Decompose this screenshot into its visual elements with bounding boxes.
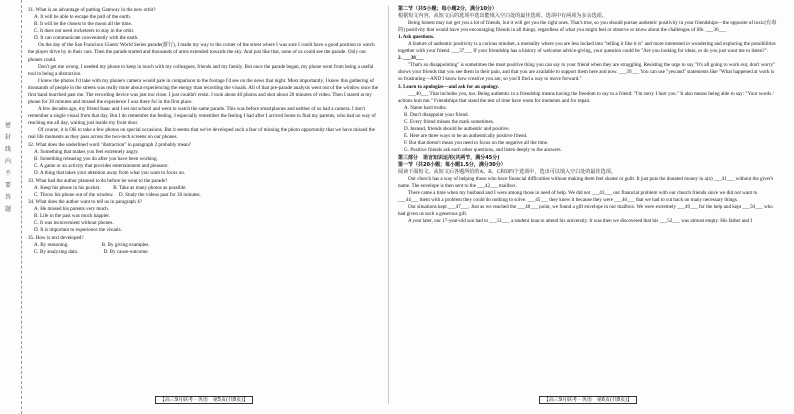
seven-choose-five-option: F. But that doesn't mean you need to focus on the negative all the time. <box>404 139 549 146</box>
page-6 <box>398 6 778 404</box>
question-option: C. It was inconvenient without phones. <box>34 220 114 227</box>
question-option: B. Life in the past was much happier. <box>34 213 110 220</box>
question-31-stem: 31. What is an advantage of putting Gateway in the new orbit? <box>28 6 156 13</box>
question-35-stem: 35. How is text developed? <box>28 235 84 242</box>
question-34-stem: 34. What does the author want to tell us in paragraph 4? <box>28 199 142 206</box>
passage-paragraph: A feature of authentic positivity is a curious mindset, a mentality where you are less locked into "telling it like it is" and more interested in wondering and exploring the possibilities together with your friend. ___37___ If your friendship has a history of welcome advice-giving, your question could be "Are you looking for ideas, or do you just want me to listen?". <box>398 41 776 55</box>
question-option: C. By analyzing data. D. By cause-outcome. <box>34 249 149 256</box>
passage-paragraph: I knew the photos I'd take with my phone's camera would pale in comparison to the footage I'd see on the news that night. Most importantly, I knew this gathering of thousands of people in the streets was really more about experiencing the energy than recording the visuals. All of that pre-parade analysis went out of the window once the first band marched past me. The recording device was just too close. I just couldn't resist. I took about 40 photos and shot about 20 minutes of video. Then I stared at my phone for 30 minutes and missed the experience I was there for in the first place. <box>28 77 378 105</box>
cloze-paragraph: A year later, our 17-year-old son had to ___51___ a student loan to attend his university. It was then we discovered that his ___52___ was almost empty. His father and I <box>408 218 753 224</box>
question-option: D. It is important to experience the visuals. <box>34 227 122 234</box>
binding-notice: 密封线内不要答题 <box>5 122 12 213</box>
section-instructions: 根据短文内容，从短文后的选项中选出能填入空白处的最佳选项。选项中有两项为多余选项。 <box>398 13 607 20</box>
question-31-option: C. It does not need rocketeers to stay in the orbit. <box>34 27 135 34</box>
seven-choose-five-option: A. Name hard truths. <box>404 104 447 111</box>
page-footer-label: 【高三9月联考 · 英语 第5页(共8页)】 <box>155 396 253 404</box>
passage-paragraph: "That's so disappointing" is sometimes the most positive thing you can say to your friend when they are struggling. Resisting the urge to say "It's all going to work out, don't worry" shows your friends that you see them in their pain, and that you are available to support them here and now. ___39___ You can use "yes/and" statements like "What happened at work is so frustrating—AND I know how creative you are, so you'll find a way to move forward." <box>398 62 776 83</box>
seven-choose-five-option: E. Here are three ways to be an authentically positive friend. <box>404 132 528 139</box>
part3-title: 第三部分 语言知识运用(共两节，满分45分) <box>398 154 500 161</box>
page-divider <box>388 6 389 404</box>
question-option: A. By reasoning. B. By giving examples. <box>34 242 150 249</box>
passage-paragraph: Being honest may not get you a lot of friends, but it will get you the right ones. That's true, so you should pursue authentic positivity in your friendships—the opposite of toxic(有毒的) positivity that would have you encouraging friends in all things, regardless of what you might feel or observe or know about the challenges of life. ___36___ <box>398 20 777 34</box>
seven-choose-five-option: G. Positive friends ask each other questions, and listen deeply to the answers. <box>404 146 562 153</box>
passage-heading: 1. Ask questions. <box>398 34 435 41</box>
part3-subtitle: 第一节（共20小题；每小题1.5分，满分30分） <box>398 161 506 168</box>
passage-paragraph: A few decades ago, my friend Isaac and I set out school and went to watch the same parade. This was before smartphones and neither of us had a camera. I don't remember a single visual from that day. But I do remember the feeling. I especially remember the feeling I had after I arrived home to find my parents, who had no way of reaching me all day, waiting just inside my front door. <box>28 105 376 126</box>
section-title: 第二节（共5小题；每小题2分，满分10分） <box>398 6 497 12</box>
passage-heading: 2. ___38___ <box>398 55 424 62</box>
question-31-option: D. It can communicate conveniently with the earth. <box>34 34 139 41</box>
seven-choose-five-option: C. Every friend misses the mark sometimes. <box>404 118 494 125</box>
question-31-option: B. It will be the closest to the moon all the time. <box>34 20 133 27</box>
cloze-paragraph: Our situations kept ___47___. Just as we reached the ___48___ point, we found a gift envelope in our mailbox. We were extremely ___49___ for the help and kept ___50___ who had given us such a generous gift. <box>398 203 773 217</box>
question-option: A. He missed his parents very much. <box>34 206 109 213</box>
question-option: B. Something releasing you do after you have been working. <box>34 155 158 162</box>
page-5 <box>28 6 380 404</box>
seven-choose-five-option: B. Don't disappoint your friend. <box>404 111 469 118</box>
cloze-paragraph: Our church has a way of helping those who have financial difficulties without making them feel shame or guilt. It just puts the donated money in a(n) ___41___ without the giver's name. The envelope is then sent to the ___42___ mailbox. <box>398 175 774 189</box>
passage-paragraph: Don't get me wrong. I needed my phone to keep in touch with my colleagues, friends and my family. But once the parade began, my phone went from being a useful tool to being a distraction. <box>28 63 374 77</box>
cloze-paragraph: There came a time when my husband and I were among those in need of help. We did not ___43___ our financial problem with our church friends since we did not want to ___44___ them with a problem they could do nothing to solve. ___45___ they knew it because they were ___46___ that we had to cut back on many necessary things. <box>398 189 758 203</box>
passage-paragraph: On the day of the San Francisco Giants' World Series parade(游行), I made my way to the corner of the street where I was sure I could have a good position to watch the player drive by in their cars. Then the parade started and thousands of arms extended towards the sky. And just like that, none of us could see the parade. Only our phones could. <box>28 42 375 63</box>
page-footer <box>28 397 380 404</box>
page-footer <box>398 397 778 404</box>
question-33-stem: 33. What had the author planned to do before he went to the parade? <box>28 177 168 184</box>
seven-choose-five-option: D. Instead, friends should be authentic and positive. <box>404 125 510 132</box>
page-footer-label: 【高三9月联考 · 英语 第6页(共8页)】 <box>539 396 637 404</box>
binding-margin <box>0 0 22 414</box>
question-option: D. A thing that takes your attention away from what you want to focus on. <box>34 169 186 176</box>
question-option: C. A game or an activity that provides entertainment and pleasure. <box>34 162 169 169</box>
question-option: C. Throw his phone out of the window. D. Study the videos past for 30 minutes. <box>34 191 201 198</box>
question-32-stem: 32. What does the underlined word "distraction" in paragraph 2 probably mean? <box>28 141 192 148</box>
question-option: A. Keep his phone in his pocket. B. Take as many photos as possible. <box>34 184 187 191</box>
question-option: A. Something that makes you feel extremely angry. <box>34 148 139 155</box>
passage-paragraph: ___40___ That includes you, too. Being authentic in a friendship means having the freedom to say to a friend: "I'm sorry I hurt you." It also means being able to say: "Your words / actions hurt me." Friendships that stand the test of time have room for moments and for repair. <box>398 90 774 104</box>
part3-instructions: 阅读下面短文，从短文后各题所给的A、B、C和D四个选项中，选出可以填入空白处的最佳选项。 <box>398 168 616 175</box>
passage-heading: 3. Learn to apologize—and ask for an apology. <box>398 83 500 90</box>
passage-paragraph: Of course, it is OK to take a few photos on special occasions. But it seems that we've developed such a fear of missing the photo opportunity that we have missed the real life moments as they pass across the two-inch screens on our phones. <box>28 126 375 141</box>
question-31-option: A. It will be able to escape the pull of the earth. <box>34 13 131 20</box>
